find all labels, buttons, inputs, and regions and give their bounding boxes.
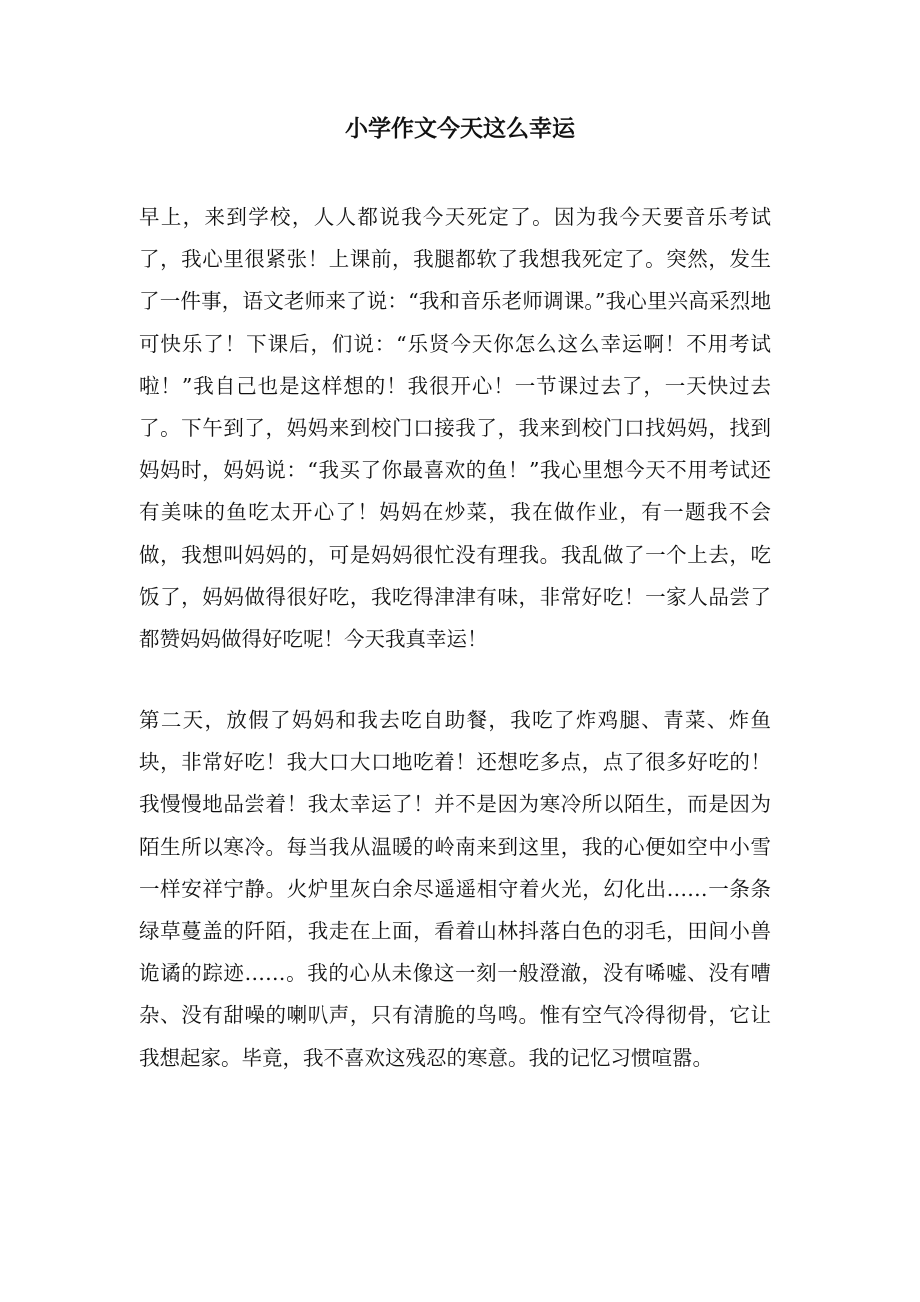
paragraph-2: 第二天，放假了妈妈和我去吃自助餐，我吃了炸鸡腿、青菜、炸鱼块，非常好吃！我大口大口地吃着！还想吃多点，点了很多好吃的！我慢慢地品尝着！我太幸运了！并不是因为寒冷所以陌生，而是因为陌生所以寒冷。每当我从温暖的岭南来到这里，我的心便如空中小雪一样安祥宁静。火炉里灰白余尽遥遥相守着火光，幻化出……一条条绿草蔓盖的阡陌，我走在上面，看着山林抖落白色的羽毛，田间小兽诡谲的踪迹……。我的心从未像这一刻一般澄澈，没有唏嘘、没有嘈杂、没有甜噪的喇叭声，只有清脆的鸟鸣。惟有空气冷得彻骨，它让我想起家。毕竟，我不喜欢这残忍的寒意。我的记忆习惯喧嚣。 [139, 708, 771, 1070]
document-title: 小学作文今天这么幸运 [345, 115, 575, 142]
paragraph-1: 早上，来到学校，人人都说我今天死定了。因为我今天要音乐考试了，我心里很紧张！上课前，我腿都软了我想我死定了。突然，发生了一件事，语文老师来了说：“我和音乐老师调课。”我心里兴高采烈地可快乐了！下课后，们说：“乐贤今天你怎么这么幸运啊！不用考试啦！”我自己也是这样想的！我很开心！一节课过去了，一天快过去了。下午到了，妈妈来到校门口接我了，我来到校门口找妈妈，找到妈妈时，妈妈说：“我买了你最喜欢的鱼！”我心里想今天不用考试还有美味的鱼吃太开心了！妈妈在炒菜，我在做作业，有一题我不会做，我想叫妈妈的，可是妈妈很忙没有理我。我乱做了一个上去，吃饭了，妈妈做得很好吃，我吃得津津有味，非常好吃！一家人品尝了都赞妈妈做得好吃呢！今天我真幸运！ [139, 205, 771, 652]
